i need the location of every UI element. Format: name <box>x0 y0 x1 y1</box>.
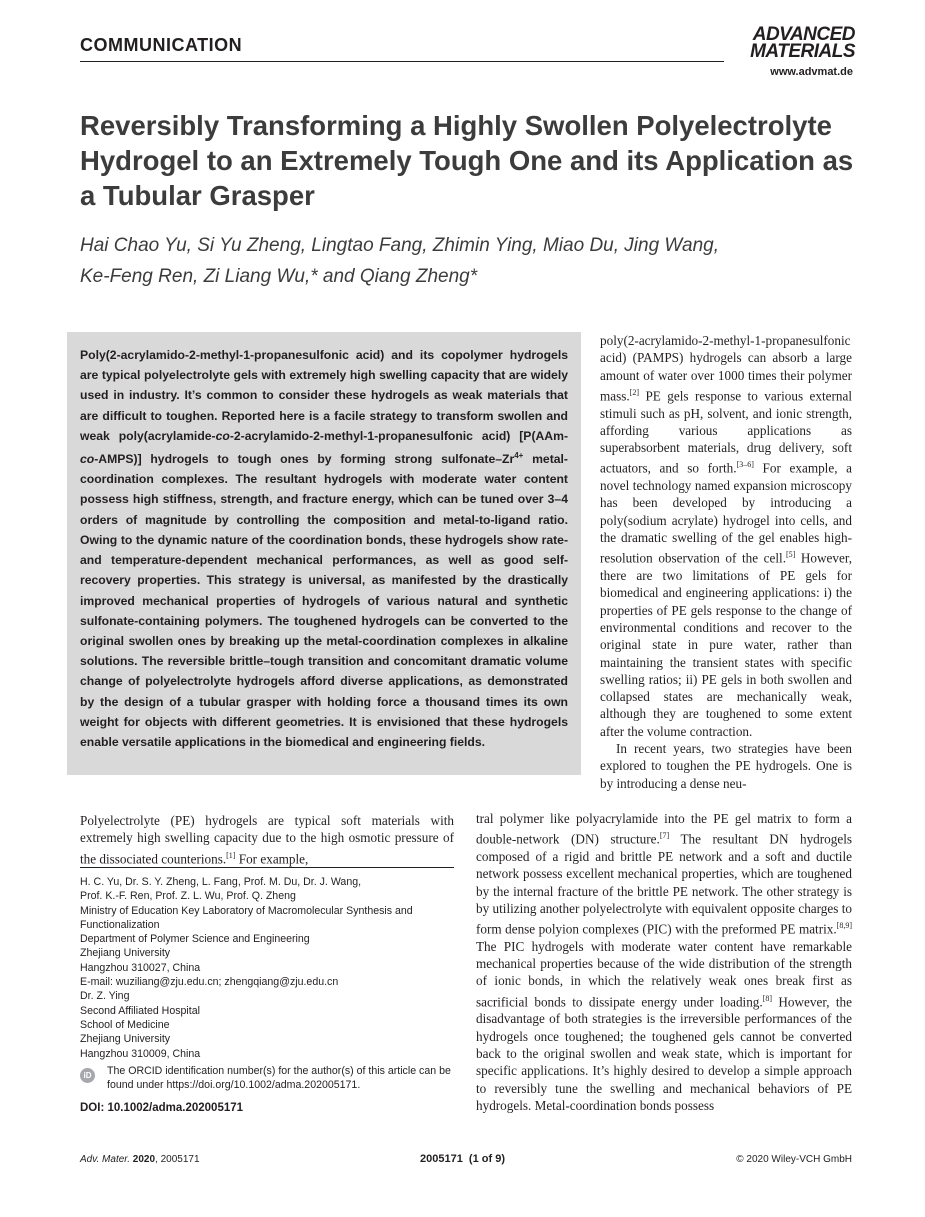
abstract-text <box>80 345 568 752</box>
affiliation-line: Department of Polymer Science and Engineering <box>80 933 310 946</box>
affiliation-line: Hangzhou 310027, China <box>80 961 201 974</box>
section-label: COMMUNICATION <box>80 35 243 55</box>
authors-line-1: Hai Chao Yu, Si Yu Zheng, Lingtao Fang, Zhimin Ying, Miao Du, Jing Wang, <box>80 235 719 256</box>
affiliation-line: H. C. Yu, Dr. S. Y. Zheng, L. Fang, Prof. M. Du, Dr. J. Wang, <box>80 876 362 888</box>
abstract-part-4: metal-coordination complexes. The resultant hydrogels with moderate water content possess high stiffness, strength, and fracture energy, which can be tuned over 3–4 orders of magnitude by controlling the composition and metal-to-ligand ratio. Owing to the dynamic nature of the coordination bonds, these hydrogels show rate- and temperature-dependent mechanical performances, as well as good self-recovery properties. This strategy is universal, as manifested by the drastically improved mechanical properties of hydrogels of various natural and synthetic sulfonate-containing polymers. The toughened hydrogels can be converted to the original swollen ones by breaking up the metal-coordination complexes in alkaline solutions. The reversible brittle–tough transition and concomitant dramatic volume change of polyelectrolyte hydrogels afford diverse applications, as demonstrated by the design of a tubular grasper with holding force a thousand times its own weight for objects with different geometries. It is envisioned that these hydrogels enable versatile applications in the biomedical and engineering fields. <box>80 452 568 749</box>
doi-link[interactable]: DOI: 10.1002/adma.202005171 <box>80 1102 244 1114</box>
text-run: tral polymer like polyacrylamide into the PE gel matrix to form a double-network (DN) structure. <box>476 811 852 847</box>
affiliation-line: Hangzhou 310009, China <box>80 1047 201 1060</box>
affiliation-line: Dr. Z. Ying <box>80 990 130 1003</box>
affiliation-line: Ministry of Education Key Laboratory of Macromolecular Synthesis and <box>80 904 413 917</box>
abstract-part-2: -2-acrylamido-2-methyl-1-propanesulfonic acid) [P(AAm- <box>229 428 568 443</box>
paragraph-right-1 <box>600 332 852 740</box>
paragraph-wide <box>476 810 852 1114</box>
citation-link[interactable]: [3–6] <box>736 460 754 470</box>
footer-journal <box>80 1154 200 1165</box>
journal-logo <box>730 26 855 60</box>
abstract-italic-co-1: co <box>215 428 230 443</box>
paragraph-intro <box>80 812 454 867</box>
citation-link[interactable]: [8,9] <box>836 921 852 931</box>
email-line[interactable]: E-mail: wuziliang@zju.edu.cn; zhengqiang@zju.edu.cn <box>80 976 339 989</box>
text-run: For example, <box>235 850 309 866</box>
orcid-icon[interactable]: iD <box>80 1068 95 1083</box>
citation-link[interactable]: [7] <box>659 831 670 841</box>
orcid-note[interactable]: The ORCID identification number(s) for the author(s) of this article can be found under https://doi.org/10.1002/adma.202005171. <box>107 1065 451 1091</box>
affiliation-line: Functionalization <box>80 918 160 931</box>
author-list <box>80 230 870 292</box>
authors-line-2: Ke-Feng Ren, Zi Liang Wu,* and Qiang Zheng* <box>80 266 478 287</box>
logo-line-1: ADVANCED <box>752 24 855 45</box>
citation-link[interactable]: [2] <box>629 387 639 397</box>
text-run: poly(2-acrylamido-2-methyl-1-propanesulfonic acid) (PAMPS) hydrogels can absorb a large amount of water over 1000 times their polymer mass. <box>600 333 852 404</box>
affiliation-rule <box>80 867 454 868</box>
abstract-superscript: 4+ <box>514 451 524 461</box>
abstract-part-3: -AMPS)] hydrogels to tough ones by forming strong sulfonate–Zr <box>94 452 515 467</box>
abstract-part-1: Poly(2-acrylamido-2-methyl-1-propanesulfonic acid) and its copolymer hydrogels are typical polyelectrolyte gels with extremely high swelling capacity that are widely used in industry. It’s common to consider these hydrogels as weak materials that are difficult to toughen. Reported here is a facile strategy to transform swollen and weak poly(acrylamide- <box>80 348 568 443</box>
affiliation-line: Prof. K.-F. Ren, Prof. Z. L. Wu, Prof. Q. Zheng <box>80 890 296 903</box>
footer-journal-name: Adv. Mater. <box>80 1154 131 1165</box>
citation-link[interactable]: [8] <box>762 993 773 1003</box>
text-run: However, there are two limitations of PE gels for biomedical and engineering applications: i) the properties of PE gels response to the change of environmental conditions and recover to the original state in pure water, rather than maintaining the transient states with specific swelling ratios; ii) PE gels in both swollen and collapsed states are mechanically weak, although they are toughened to some extent after the volume contraction. <box>600 550 853 739</box>
citation-link[interactable]: [5] <box>786 550 796 560</box>
body-right-column <box>600 332 852 792</box>
citation-link[interactable]: [1] <box>226 850 236 860</box>
body-continuation <box>476 810 852 1114</box>
text-run: Polyelectrolyte (PE) hydrogels are typical soft materials with extremely high swelling capacity due to the high osmotic pressure of the dissociated counterions. <box>80 813 454 866</box>
paragraph-right-2-start: In recent years, two strategies have been explored to toughen the PE hydrogels. One is by introducing a dense neu- <box>600 741 852 791</box>
affiliation-line: Second Affiliated Hospital <box>80 1004 200 1017</box>
header-rule <box>80 61 724 62</box>
footer-page-number: 2005171 (1 of 9) <box>420 1153 505 1165</box>
article-title: Reversibly Transforming a Highly Swollen Polyelectrolyte Hydrogel to an Extremely Tough One and its Application as a Tubular Grasper <box>80 110 854 211</box>
text-run: For example, a novel technology named expansion microscopy has been developed by introducing a poly(sodium acrylate) hydrogel into cells, and the dramatic swelling of the gel enables high-resolution observation of the cell. <box>600 460 852 566</box>
text-run: PE gels response to various external stimuli such as pH, solvent, and ionic strength, affording various applications as superabsorbent materials, drug delivery, soft actuators, and so forth. <box>600 388 852 476</box>
affiliation-line: Zhejiang University <box>80 947 171 960</box>
affiliation-line: Zhejiang University <box>80 1033 171 1046</box>
text-run: However, the disadvantage of both strategies is the irreversible performances of the hydrogels once toughened; the toughened gels cannot be converted back to the original swollen and weak state, which is important for specific applications. It’s highly desired to develop a simple approach to reversibly tune the swelling and mechanical behaviors of PE hydrogels. Metal-coordination bonds possess <box>476 994 853 1113</box>
footer-copyright: © 2020 Wiley-VCH GmbH <box>736 1154 852 1165</box>
affiliation-line: School of Medicine <box>80 1018 170 1031</box>
abstract-italic-co-2: co <box>80 452 95 467</box>
footer-journal-year: 2020 <box>132 1154 156 1165</box>
affiliations <box>80 875 460 1061</box>
text-run: The PIC hydrogels with moderate water content have remarkable mechanical properties because of the wide distribution of the strength of ionic bonds, in which the relatively weak ones break first as sacrificial bonds to dissipate energy under loading. <box>476 938 852 1010</box>
journal-url[interactable]: www.advmat.de <box>770 66 853 78</box>
text-run: The resultant DN hydrogels composed of a rigid and brittle PE network and a soft and ductile network possess excellent mechanical properties, which are toughened by the internal fracture of the brittle PE network. The other strategy is by utilizing another polyelectrolyte with equivalent opposite charges to form dense polyion complexes (PIC) with the preformed PE matrix. <box>476 831 853 937</box>
footer-journal-id: , 2005171 <box>155 1154 200 1165</box>
body-left-intro <box>80 812 454 867</box>
logo-line-2: MATERIALS <box>750 41 855 62</box>
